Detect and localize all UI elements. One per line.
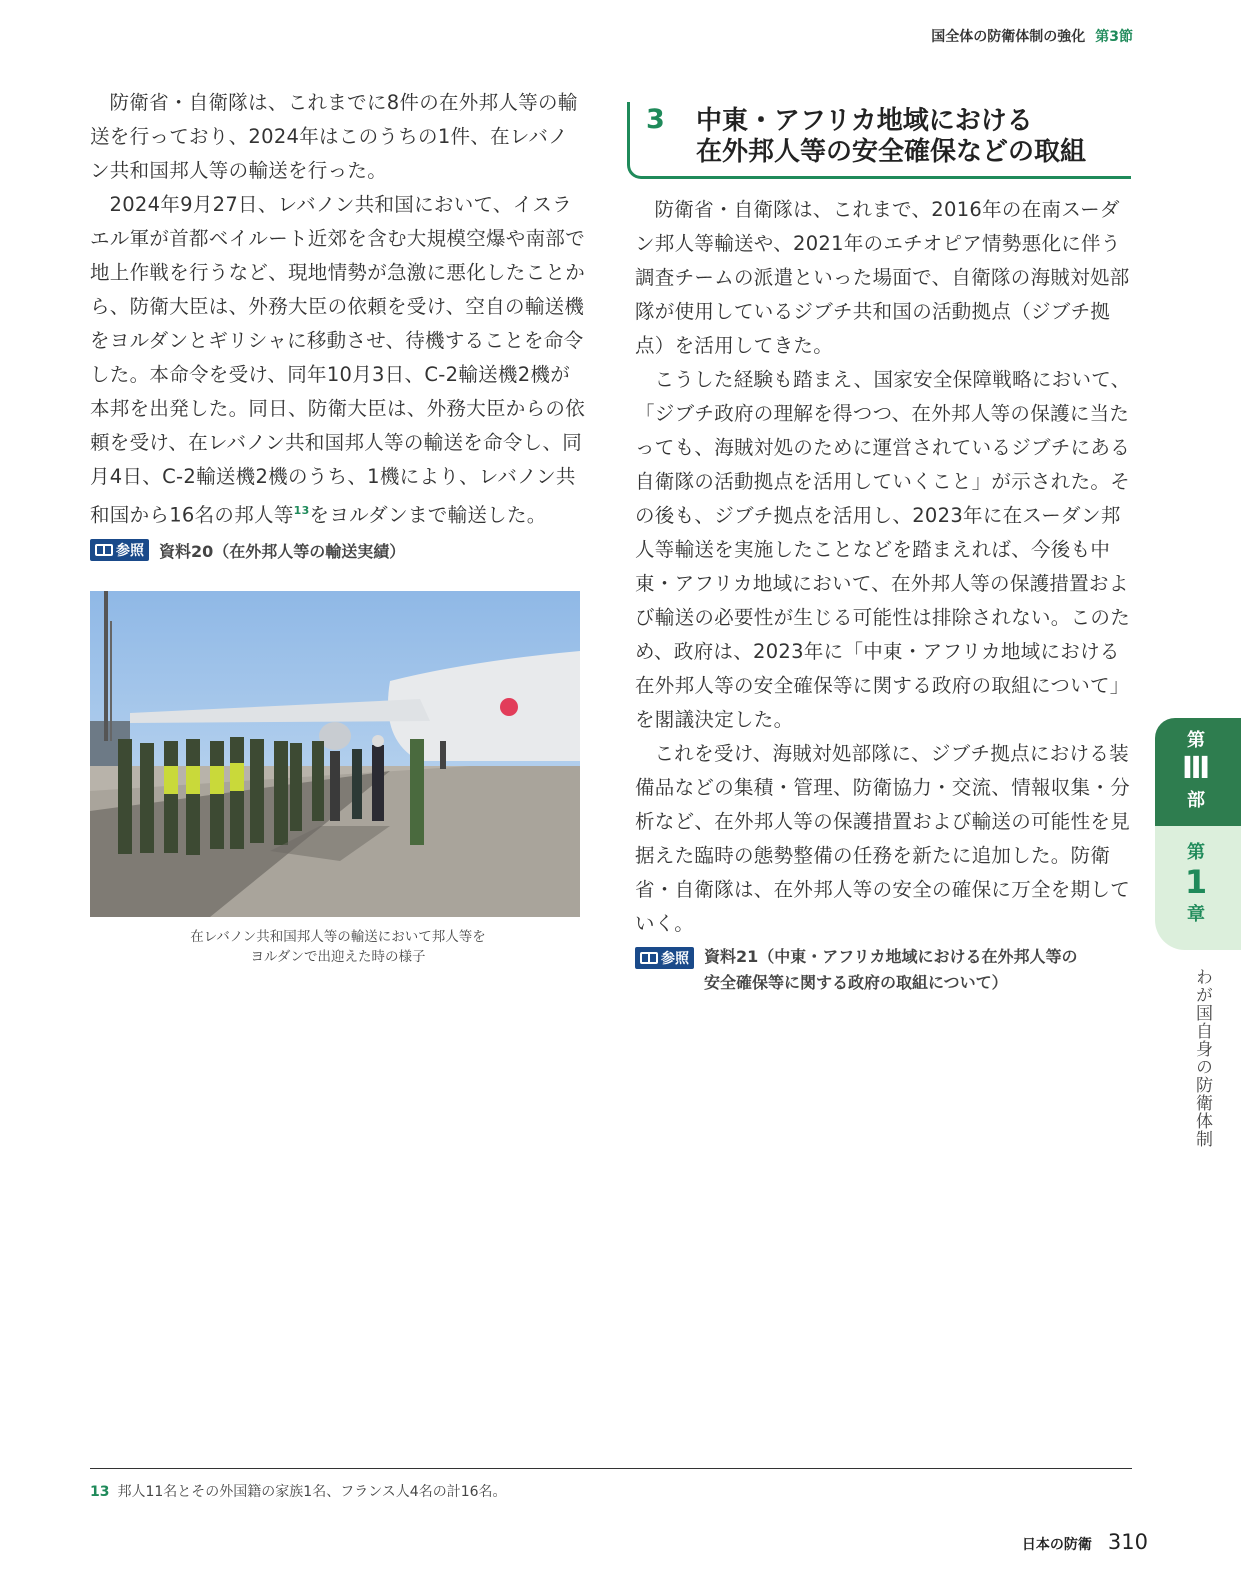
part-tab[interactable] — [1155, 718, 1241, 826]
part-label — [1181, 726, 1211, 812]
chapter-label — [1181, 838, 1211, 926]
book-icon — [95, 544, 113, 556]
section-title — [696, 106, 1131, 168]
section-title-line: 中東・アフリカ地域における — [696, 106, 1033, 136]
footnote-number: 13 — [90, 1484, 110, 1500]
photo-illustration — [90, 591, 580, 917]
reference-text-line: 安全確保等に関する政府の取組について） — [704, 973, 1008, 992]
reference-badge-label: 参照 — [116, 542, 144, 559]
page-number: 310 — [1107, 1530, 1148, 1554]
body-paragraph — [90, 188, 586, 533]
book-icon — [640, 952, 658, 964]
body-paragraph: 防衛省・自衛隊は、これまで、2016年の在南スーダン邦人等輸送や、2021年のエチオピア情勢悪化に伴う調査チームの派遣といった場面で、自衛隊の海賊対処部隊が使用しているジブチ共和国の活動拠点（ジブチ拠点）を活用してきた。 — [635, 198, 1130, 357]
section-title-line: 在外邦人等の安全確保などの取組 — [696, 137, 1087, 167]
part-prefix: 第 — [1187, 730, 1205, 751]
chapter-title-vertical: わが国自身の防衛体制 — [1192, 968, 1212, 1148]
footnote-marker[interactable]: 13 — [293, 504, 310, 517]
reference-text — [704, 944, 1077, 996]
section-heading — [627, 102, 1131, 179]
section-number: 3 — [646, 104, 665, 135]
body-paragraph: これを受け、海賊対処部隊に、ジブチ拠点における装備品などの集積・管理、防衛協力・交流、情報収集・分析など、在外邦人等の保護措置および輸送の可能性を見据えた臨時の態勢整備の任務を新たに追加した。防衛省・自衛隊は、在外邦人等の安全の確保に万全を期していく。 — [635, 742, 1131, 935]
body-paragraph: こうした経験も踏まえ、国家安全保障戦略において、「ジブチ政府の理解を得つつ、在外邦人等の保護に当たっても、海賊対処のために運営されているジブチにある自衛隊の活動拠点を活用していくこと」が示された。その後も、ジブチ拠点を活用し、2023年に在スーダン邦人等輸送を実施したことなどを踏まえれば、今後も中東・アフリカ地域において、在外邦人等の保護措置および輸送の必要性が生じる可能性は排除されない。このため、政府は、2023年に「中東・アフリカ地域における在外邦人等の安全確保等に関する政府の取組について」を閣議決定した。 — [635, 368, 1131, 731]
book-title: 日本の防衛 — [1021, 1537, 1092, 1553]
reference-badge — [90, 539, 149, 561]
paragraph-text: 2024年9月27日、レバノン共和国において、イスラエル軍が首都ベイルート近郊を含む大規模空爆や南部で地上作戦を行うなど、現地情勢が急激に悪化したことから、防衛大臣は、外務大臣の依頼を受け、空自の輸送機をヨルダンとギリシャに移動させ、待機することを命令した。本命令を受け、同年10月3日、C-2輸送機2機が本邦を出発した。同日、防衛大臣は、外務大臣からの依頼を受け、在レバノン共和国邦人等の輸送を命令し、同月4日、C-2輸送機2機のうち、1機により、レバノン共和国から16名の邦人等 — [90, 193, 586, 527]
running-header-title: 国全体の防衛体制の強化 — [931, 29, 1086, 45]
photo-caption — [90, 927, 586, 967]
chapter-tab[interactable] — [1155, 826, 1241, 950]
part-numeral: Ⅲ — [1181, 751, 1211, 786]
photo-caption-line: 在レバノン共和国邦人等の輸送において邦人等を — [190, 928, 486, 945]
photo-caption-line: ヨルダンで出迎えた時の様子 — [250, 948, 426, 965]
running-header — [931, 26, 1133, 46]
chapter-suffix: 章 — [1187, 904, 1205, 925]
page-footer — [1022, 1530, 1148, 1554]
paragraph-text-tail: をヨルダンまで輸送した。 — [309, 503, 547, 527]
body-paragraph: 防衛省・自衛隊は、これまでに8件の在外邦人等の輸送を行っており、2024年はこのうちの1件、在レバノン共和国邦人等の輸送を行った。 — [90, 91, 578, 182]
chapter-number: 1 — [1184, 863, 1208, 901]
left-column — [90, 86, 586, 967]
reference-link[interactable] — [635, 947, 1131, 996]
reference-link[interactable] — [90, 539, 586, 565]
part-suffix: 部 — [1187, 790, 1205, 811]
chapter-prefix: 第 — [1187, 842, 1205, 863]
reference-badge — [635, 947, 694, 969]
reference-text-line: 資料21（中東・アフリカ地域における在外邦人等の — [704, 947, 1078, 966]
footnote — [90, 1481, 507, 1501]
right-column — [635, 86, 1131, 996]
reference-badge-label: 参照 — [661, 951, 689, 967]
reference-text: 資料20（在外邦人等の輸送実績） — [159, 541, 406, 561]
footnote-text: 邦人11名とその外国籍の家族1名、フランス人4名の計16名。 — [117, 1484, 507, 1500]
photo-aircraft-welcome — [90, 591, 580, 917]
footnote-divider — [90, 1468, 1132, 1469]
running-header-section: 第3節 — [1095, 29, 1133, 45]
